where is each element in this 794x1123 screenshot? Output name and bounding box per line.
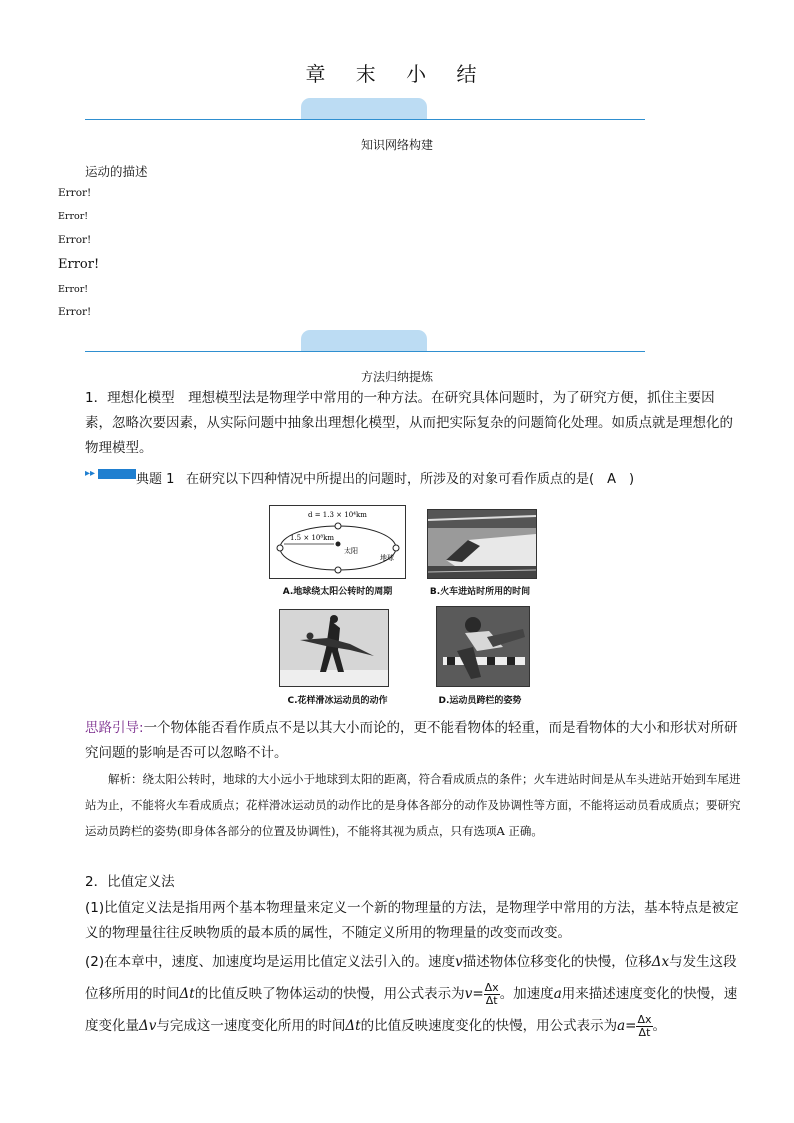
figure-c-caption: C.花样滑冰运动员的动作 xyxy=(287,696,388,706)
method-1-text: 理想模型法是物理学中常用的一种方法。在研究具体问题时，为了研究方便，抓住主要因素，忽略次要因素，从实际问题中抽象出理想化模型，从而把实际复杂的问题简化处理。如质点就是理想化的物理模型。 xyxy=(85,390,733,456)
formula-v-fraction xyxy=(484,982,500,1007)
symbol-v: v xyxy=(455,954,463,970)
section-tab xyxy=(301,330,427,352)
symbol-dv: Δv xyxy=(139,1018,157,1034)
hint-paragraph xyxy=(85,716,741,766)
figure-train-photo xyxy=(427,509,537,579)
error-text: Error! xyxy=(58,306,92,318)
section-divider xyxy=(85,119,645,120)
text-run: 的比值反映了物体运动的快慢，用公式表示为 xyxy=(194,986,465,1002)
subheading: 运动的描述 xyxy=(85,164,148,179)
hurdle-photo xyxy=(437,607,529,686)
error-text: Error! xyxy=(58,234,92,246)
example-tag-bar xyxy=(98,469,136,479)
text-run: 。加速度 xyxy=(499,986,554,1002)
symbol-a: a xyxy=(553,986,562,1002)
page-title: 章 末 小 结 xyxy=(305,62,489,86)
earth-position xyxy=(335,523,341,529)
hint-label: 思路引导: xyxy=(85,720,144,736)
arrow-icon: ▸▸ xyxy=(85,468,96,479)
earth-label: 地球 xyxy=(380,554,394,562)
text-run: 用来描述速度变化的快慢，速度变化量 xyxy=(85,986,738,1034)
text-run: 与发生这段位移所用的时间 xyxy=(85,954,737,1002)
train-photo xyxy=(428,510,536,578)
symbol-dt: Δt xyxy=(179,986,195,1002)
figure-skater-photo xyxy=(279,609,389,687)
symbol-dt: Δt xyxy=(345,1018,361,1034)
symbol-dx: Δx xyxy=(651,954,670,970)
method-2-heading-line xyxy=(85,870,741,895)
earth-position xyxy=(277,545,283,551)
formula-a-fraction xyxy=(636,1014,652,1039)
fraction-denominator: Δt xyxy=(485,993,498,1007)
formula-v-lhs: v= xyxy=(464,986,484,1002)
skater-photo xyxy=(280,610,388,686)
text-run: 与完成这一速度变化所用的时间 xyxy=(156,1018,346,1034)
method-2-paragraph-2 xyxy=(85,946,741,1042)
analysis-text: 解析：绕太阳公转时，地球的大小远小于地球到太阳的距离，符合看成质点的条件；火车进站时间是从车头进站开始到车尾进站为止，不能将火车看成质点；花样滑冰运动员的动作比的是身体各部分的动作及协调性等方面，不能将运动员看成质点；要研究运动员跨栏的姿势(即身体各部分的位置及协调性)，不能将其视为质点，只有选项A 正确。 xyxy=(85,772,741,838)
example-label: 典题 1 xyxy=(136,472,175,487)
error-text: Error! xyxy=(58,211,89,222)
section-heading-methods: 方法归纳提炼 xyxy=(360,370,433,384)
diameter-label: d = 1.3 × 10⁴km xyxy=(308,511,367,519)
method-2-p1: (1)比值定义法是指用两个基本物理量来定义一个新的物理量的方法，是物理学中常用的方法，基本特点是被定义的物理量往往反映物质的最本质的属性，不随定义所用的物理量的改变而改变。 xyxy=(85,900,739,941)
figure-a-caption: A.地球绕太阳公转时的周期 xyxy=(282,587,393,597)
orbit-ellipse xyxy=(280,526,396,570)
section-divider xyxy=(85,351,645,352)
figure-hurdle-photo xyxy=(436,606,530,687)
figure-d-caption: D.运动员跨栏的姿势 xyxy=(438,696,522,706)
section-heading-knowledge: 知识网络构建 xyxy=(360,138,433,152)
hint-text: 一个物体能否看作质点不是以其大小而论的，更不能看物体的轻重，而是看物体的大小和形状对所研究问题的影响是否可以忽略不计。 xyxy=(85,720,738,761)
fraction-denominator: Δt xyxy=(638,1025,651,1039)
fraction-numerator: Δx xyxy=(637,1012,652,1026)
error-text: Error! xyxy=(58,257,100,272)
figure-earth-orbit xyxy=(269,505,406,579)
error-text: Error! xyxy=(58,187,92,199)
method-2-heading: 2．比值定义法 xyxy=(85,874,175,890)
radius-label: 1.5 × 10⁸km xyxy=(290,534,335,542)
figure-b-caption: B.火车进站时所用的时间 xyxy=(429,587,531,597)
orbit-diagram xyxy=(270,506,405,578)
method-1-heading: 1．理想化模型 xyxy=(85,390,175,406)
section-tab xyxy=(301,98,427,120)
earth-position xyxy=(335,567,341,573)
earth-position xyxy=(393,545,399,551)
method-2-paragraph-1 xyxy=(85,896,741,946)
example-question: 在研究以下四种情况中所提出的问题时，所涉及的对象可看作质点的是( A ) xyxy=(186,472,635,487)
text-run: 。 xyxy=(652,1018,666,1034)
method-1-paragraph xyxy=(85,386,741,461)
formula-a-lhs: a= xyxy=(617,1018,637,1034)
fraction-numerator: Δx xyxy=(484,980,499,994)
text-run: (2)在本章中，速度、加速度均是运用比值定义法引入的。速度 xyxy=(85,954,456,970)
sun-dot xyxy=(336,542,341,547)
example-marker xyxy=(85,468,135,480)
error-text: Error! xyxy=(58,284,89,295)
text-run: 描述物体位移变化的快慢，位移 xyxy=(462,954,652,970)
text-run: 的比值反映速度变化的快慢，用公式表示为 xyxy=(360,1018,618,1034)
analysis-paragraph xyxy=(85,766,741,844)
sun-label: 太阳 xyxy=(344,547,358,555)
